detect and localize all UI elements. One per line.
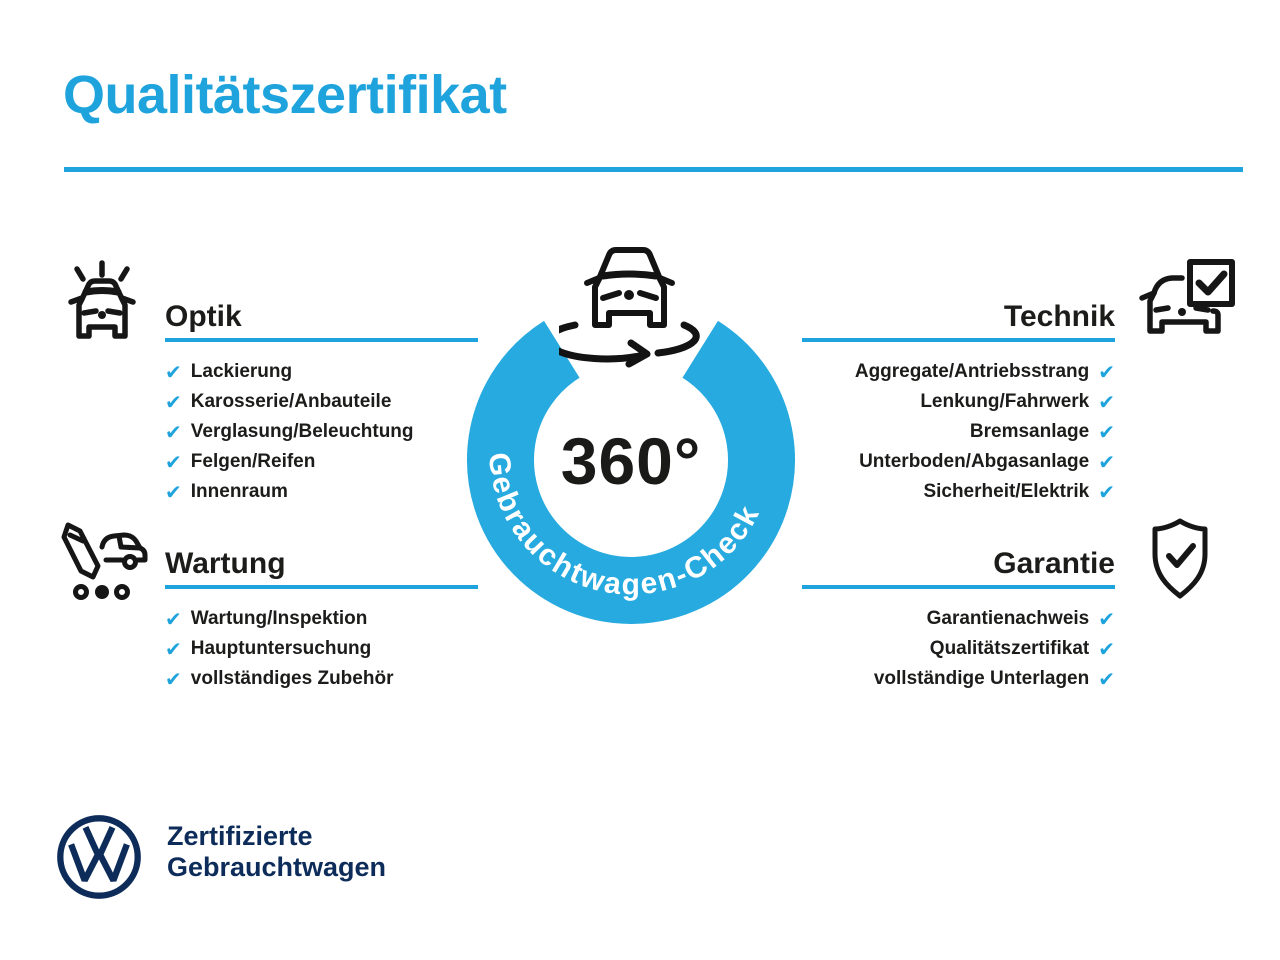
- checkmark-icon: ✔: [165, 360, 182, 384]
- section-divider: [802, 338, 1115, 342]
- footer-line1: Zertifizierte: [167, 821, 313, 851]
- check-item-label: Qualitätszertifikat: [929, 638, 1090, 659]
- checkmark-icon: ✔: [165, 420, 182, 444]
- check-item-label: Garantienachweis: [926, 608, 1090, 629]
- checkmark-icon: ✔: [165, 480, 182, 504]
- checkmark-icon: ✔: [1098, 450, 1115, 474]
- checkmark-icon: ✔: [165, 450, 182, 474]
- ring-label: Gebrauchtwagen-Check: [481, 451, 767, 602]
- check-item-label: Verglasung/Beleuchtung: [190, 421, 414, 442]
- check-list: [802, 604, 1115, 694]
- car-rotation-icon: [559, 247, 701, 371]
- footer-wordmark: [167, 821, 386, 883]
- section-title: Garantie: [993, 547, 1115, 580]
- checkmark-icon: ✔: [1098, 360, 1115, 384]
- checkmark-icon: ✔: [1098, 637, 1115, 661]
- section-title: Technik: [1003, 300, 1115, 333]
- check-item: [165, 664, 478, 694]
- check-item: [802, 634, 1115, 664]
- shield-check-icon: [1145, 517, 1215, 603]
- section-technik: [802, 299, 1115, 507]
- check-item: [802, 604, 1115, 634]
- check-item-label: Felgen/Reifen: [190, 451, 316, 472]
- footer-line2: Gebrauchtwagen: [167, 852, 387, 882]
- check-item: [802, 664, 1115, 694]
- 360-degree-value: 360°: [560, 424, 702, 498]
- service-checklist-icon: [56, 516, 148, 608]
- checkmark-icon: ✔: [165, 637, 182, 661]
- section-title: Wartung: [165, 547, 286, 580]
- checkmark-icon: ✔: [1098, 420, 1115, 444]
- check-item: [802, 447, 1115, 477]
- check-item: [802, 417, 1115, 447]
- page-title: Qualitätszertifikat: [63, 65, 507, 125]
- checkmark-icon: ✔: [165, 390, 182, 414]
- section-garantie: [802, 546, 1115, 694]
- vw-logo: [54, 812, 144, 902]
- car-checkbox-icon: [1132, 257, 1240, 349]
- checkmark-icon: ✔: [165, 607, 182, 631]
- checkmark-icon: ✔: [1098, 667, 1115, 691]
- check-item-label: vollständige Unterlagen: [873, 668, 1090, 689]
- checkmark-icon: ✔: [1098, 390, 1115, 414]
- check-item: [802, 387, 1115, 417]
- check-list: [802, 357, 1115, 507]
- check-item-label: vollständiges Zubehör: [190, 668, 394, 689]
- check-item-label: Wartung/Inspektion: [190, 608, 368, 629]
- section-title: Optik: [165, 300, 242, 333]
- section-divider: [802, 585, 1115, 589]
- checkmark-icon: ✔: [1098, 607, 1115, 631]
- check-item-label: Bremsanlage: [969, 421, 1090, 442]
- check-item-label: Lenkung/Fahrwerk: [920, 391, 1090, 412]
- check-item-label: Unterboden/Abgasanlage: [859, 451, 1090, 472]
- check-item-label: Hauptuntersuchung: [190, 638, 372, 659]
- check-item-label: Lackierung: [190, 361, 293, 382]
- check-item: [802, 357, 1115, 387]
- check-item-label: Aggregate/Antriebsstrang: [854, 361, 1090, 382]
- checkmark-icon: ✔: [165, 667, 182, 691]
- check-item: [802, 477, 1115, 507]
- header-divider: [64, 167, 1243, 172]
- car-shine-icon: [56, 256, 148, 348]
- check-item-label: Karosserie/Anbauteile: [190, 391, 392, 412]
- check-item-label: Innenraum: [190, 481, 288, 502]
- checkmark-icon: ✔: [1098, 480, 1115, 504]
- check-item-label: Sicherheit/Elektrik: [923, 481, 1090, 502]
